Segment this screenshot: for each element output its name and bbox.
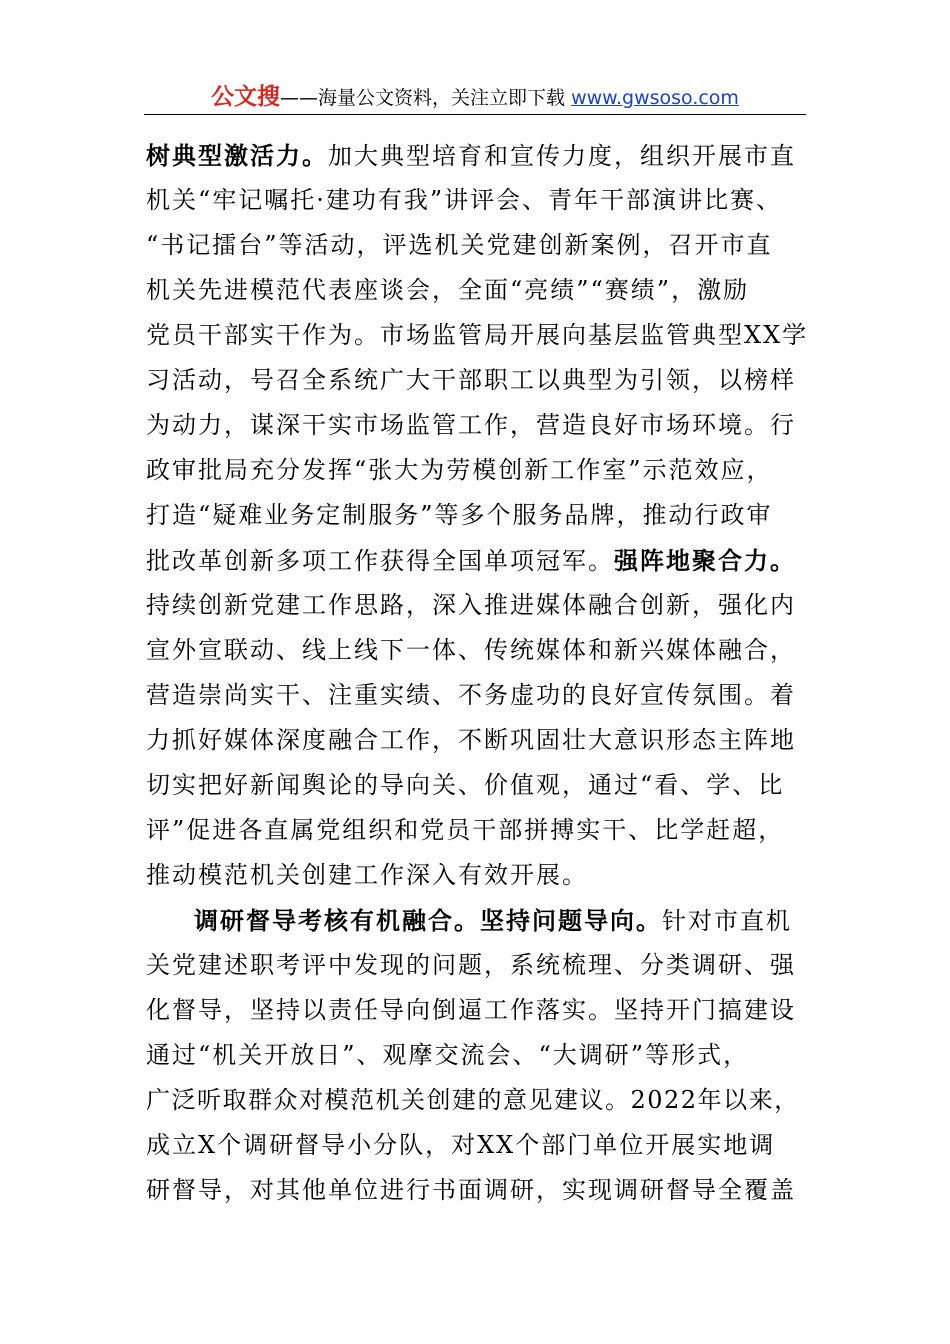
text-line bbox=[146, 448, 810, 493]
line-text: 切实把好新闻舆论的导向关、价值观，通过“看、学、比 bbox=[146, 771, 785, 799]
page-header bbox=[144, 80, 806, 114]
text-line bbox=[146, 268, 810, 313]
line-text: 加大典型培育和宣传力度，组织开展市直 bbox=[328, 142, 796, 170]
line-text: 党员干部实干作为。市场监管局开展向基层监管典型XX学 bbox=[146, 321, 809, 349]
text-line bbox=[146, 853, 810, 898]
bold-heading: 调研督导考核有机融合。坚持问题导向。 bbox=[194, 906, 662, 935]
brand-logo-text: 公文搜 bbox=[211, 84, 281, 110]
text-line bbox=[146, 718, 810, 763]
text-line bbox=[146, 358, 810, 403]
text-line bbox=[146, 943, 810, 988]
bold-heading: 树典型激活力。 bbox=[146, 141, 328, 170]
line-text: 机关“牢记嘱托·建功有我”讲评会、青年干部演讲比赛、 bbox=[146, 186, 783, 214]
line-text: 通过“机关开放日”、观摩交流会、“大调研”等形式， bbox=[146, 1041, 750, 1069]
line-text: 推动模范机关创建工作深入有效开展。 bbox=[146, 861, 588, 889]
line-text: 广泛听取群众对模范机关创建的意见建议。2022年以来， bbox=[146, 1086, 800, 1114]
text-line bbox=[146, 493, 810, 538]
text-line bbox=[146, 628, 810, 673]
line-text: 研督导，对其他单位进行书面调研，实现调研督导全覆盖 bbox=[146, 1176, 796, 1204]
text-line bbox=[146, 133, 810, 178]
line-text: 打造“疑难业务定制服务”等多个服务品牌，推动行政审 bbox=[146, 501, 773, 529]
text-line bbox=[146, 898, 810, 943]
line-text: 关党建述职考评中发现的问题，系统梳理、分类调研、强 bbox=[146, 951, 796, 979]
line-text: 习活动，号召全系统广大干部职工以典型为引领，以榜样 bbox=[146, 366, 796, 394]
line-text: 营造崇尚实干、注重实绩、不务虚功的良好宣传氛围。着 bbox=[146, 681, 796, 709]
line-text: 政审批局充分发挥“张大为劳模创新工作室”示范效应， bbox=[146, 456, 773, 484]
text-line bbox=[146, 403, 810, 448]
text-line bbox=[146, 1078, 810, 1123]
line-text: “书记擂台”等活动，评选机关党建创新案例，召开市直 bbox=[146, 231, 773, 259]
text-line bbox=[146, 313, 810, 358]
line-text: 成立X个调研督导小分队，对XX个部门单位开展实地调 bbox=[146, 1131, 776, 1159]
text-line bbox=[146, 538, 810, 583]
line-text: 针对市直机 bbox=[662, 907, 792, 935]
line-text: 评”促进各直属党组织和党员干部拼搏实干、比学赶超， bbox=[146, 816, 785, 844]
line-text: 为动力，谋深干实市场监管工作，营造良好市场环境。行 bbox=[146, 411, 796, 439]
line-text: 持续创新党建工作思路，深入推进媒体融合创新，强化内 bbox=[146, 591, 796, 619]
header-tagline: ——海量公文资料，关注立即下载 bbox=[280, 87, 566, 109]
bold-heading: 强阵地聚合力。 bbox=[614, 546, 796, 575]
line-text: 力抓好媒体深度融合工作，不断巩固壮大意识形态主阵地 bbox=[146, 726, 796, 754]
line-text: 机关先进模范代表座谈会，全面“亮绩”“赛绩”，激励 bbox=[146, 276, 750, 304]
line-text: 化督导，坚持以责任导向倒逼工作落实。坚持开门搞建设 bbox=[146, 996, 796, 1024]
text-line bbox=[146, 988, 810, 1033]
text-line bbox=[146, 673, 810, 718]
text-line bbox=[146, 1123, 810, 1168]
line-text: 批改革创新多项工作获得全国单项冠军。 bbox=[146, 547, 614, 575]
text-line bbox=[146, 583, 810, 628]
header-divider bbox=[144, 114, 806, 115]
text-line bbox=[146, 1168, 810, 1213]
document-body bbox=[146, 133, 810, 1213]
text-line bbox=[146, 223, 810, 268]
text-line bbox=[146, 178, 810, 223]
text-line bbox=[146, 1033, 810, 1078]
line-text: 宣外宣联动、线上线下一体、传统媒体和新兴媒体融合， bbox=[146, 636, 796, 664]
text-line bbox=[146, 808, 810, 853]
text-line bbox=[146, 763, 810, 808]
site-link[interactable]: www.gwsoso.com bbox=[571, 87, 739, 109]
